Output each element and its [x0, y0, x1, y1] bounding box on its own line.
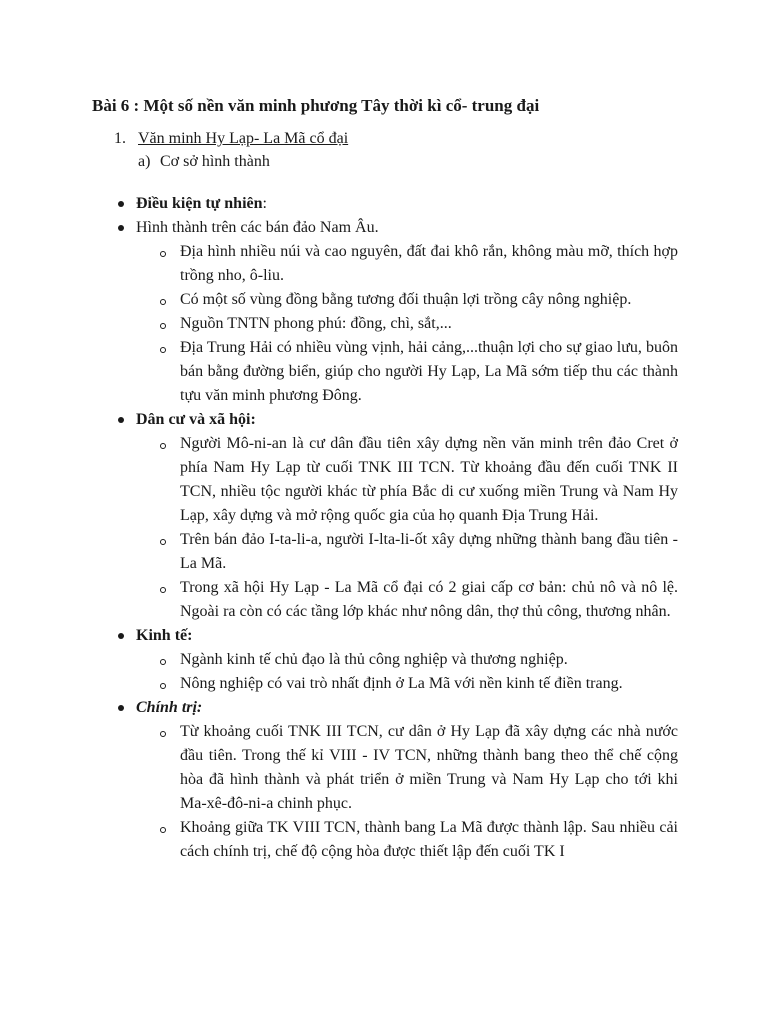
sub-bullet-text: Địa hình nhiều núi và cao nguyên, đất đai khô rắn, không màu mỡ, thích hợp trồng nho, ô-liu. [180, 243, 678, 284]
sub-bullet [0, 576, 678, 624]
sub-bullet-text: Nông nghiệp có vai trò nhất định ở La Mã với nền kinh tế điền trang. [180, 675, 623, 692]
bullet-label: Chính trị: [136, 699, 203, 716]
bullet-label: Kinh tế: [136, 627, 193, 644]
sub-bullet-text: Ngành kinh tế chủ đạo là thủ công nghiệp và thương nghiệp. [180, 651, 568, 668]
bullet-dot-icon [118, 633, 124, 639]
bullet-label-suffix: : [262, 195, 267, 212]
bullet-dot-icon [118, 417, 124, 423]
bullet-politics [0, 696, 678, 720]
sub-bullet-text: Người Mô-ni-an là cư dân đầu tiên xây dựng nền văn minh trên đảo Cret ở phía Nam Hy Lạp từ cuối TNK III TCN. Từ khoảng đầu đến cuối TNK II TCN, nhiều tộc người khác từ phía Bắc di cư xuống miền Trung và Nam Hy Lạp, xây dựng và mở rộng quốc gia của họ quanh Địa Trung Hải. [180, 435, 678, 524]
sub-bullet-text: Có một số vùng đồng bằng tương đối thuận lợi trồng cây nông nghiệp. [180, 291, 632, 308]
sub-bullet [0, 528, 678, 576]
sub-bullet-text: Từ khoảng cuối TNK III TCN, cư dân ở Hy Lạp đã xây dựng các nhà nước đầu tiên. Trong thế kỉ VIII - IV TCN, những thành bang theo thể chế cộng hòa đã hình thành và phát triển ở miền Trung và Nam Hy Lạp cho tới khi Ma-xê-đô-ni-a chinh phục. [180, 723, 678, 812]
bullet-population-society [0, 408, 678, 432]
bullet-label: Dân cư và xã hội: [136, 411, 256, 428]
sub-bullet [0, 288, 678, 312]
bullet-dot-icon [118, 705, 124, 711]
sub-bullet-text: Khoảng giữa TK VIII TCN, thành bang La Mã được thành lập. Sau nhiều cải cách chính trị, chế độ cộng hòa được thiết lập đến cuối TK I [180, 819, 678, 860]
sub-bullet [0, 720, 678, 816]
bullet-circle-icon [160, 323, 166, 329]
bullet-circle-icon [160, 659, 166, 665]
sub-bullet-text: Trong xã hội Hy Lạp - La Mã cổ đại có 2 giai cấp cơ bản: chủ nô và nô lệ. Ngoài ra còn có các tầng lớp khác như nông dân, thợ thủ công, thương nhân. [180, 579, 678, 620]
subsection-title: Cơ sở hình thành [160, 153, 270, 170]
bullet-natural-conditions [0, 192, 678, 216]
bullet-label: Điều kiện tự nhiên [136, 195, 263, 212]
bullet-circle-icon [160, 251, 166, 257]
bullet-circle-icon [160, 347, 166, 353]
bullet-natural-intro [0, 216, 678, 240]
bullet-circle-icon [160, 587, 166, 593]
sub-bullet [0, 672, 678, 696]
bullet-circle-icon [160, 299, 166, 305]
bullet-circle-icon [160, 539, 166, 545]
bullet-economy [0, 624, 678, 648]
sub-bullet [0, 240, 678, 288]
document-title: Bài 6 : Một số nền văn minh phương Tây thời kì cổ- trung đại [92, 96, 540, 115]
bullet-text: Hình thành trên các bán đảo Nam Âu. [136, 219, 379, 236]
sub-bullet-text: Trên bán đảo I-ta-li-a, người I-lta-li-ốt xây dựng những thành bang đầu tiên - La Mã. [180, 531, 678, 572]
bullet-circle-icon [160, 683, 166, 689]
section-number: 1. [114, 130, 126, 147]
bullet-circle-icon [160, 443, 166, 449]
sub-bullet-text: Nguồn TNTN phong phú: đồng, chì, sắt,... [180, 315, 452, 332]
sub-bullet-text: Địa Trung Hải có nhiều vùng vịnh, hải cảng,...thuận lợi cho sự giao lưu, buôn bán bằng đường biển, giúp cho người Hy Lạp, La Mã sớm tiếp thu các thành tựu văn minh phương Đông. [180, 339, 678, 404]
section-title: Văn minh Hy Lạp- La Mã cổ đại [138, 130, 349, 147]
sub-bullet [0, 648, 678, 672]
bullet-circle-icon [160, 827, 166, 833]
section-heading [114, 128, 348, 150]
sub-bullet [0, 432, 678, 528]
sub-bullet [0, 816, 678, 864]
bullet-circle-icon [160, 731, 166, 737]
sub-bullet [0, 312, 678, 336]
subsection-heading [138, 151, 270, 173]
subsection-letter: a) [138, 153, 151, 170]
sub-bullet [0, 336, 678, 408]
bullet-dot-icon [118, 201, 124, 207]
bullet-dot-icon [118, 225, 124, 231]
document-body [0, 192, 768, 864]
